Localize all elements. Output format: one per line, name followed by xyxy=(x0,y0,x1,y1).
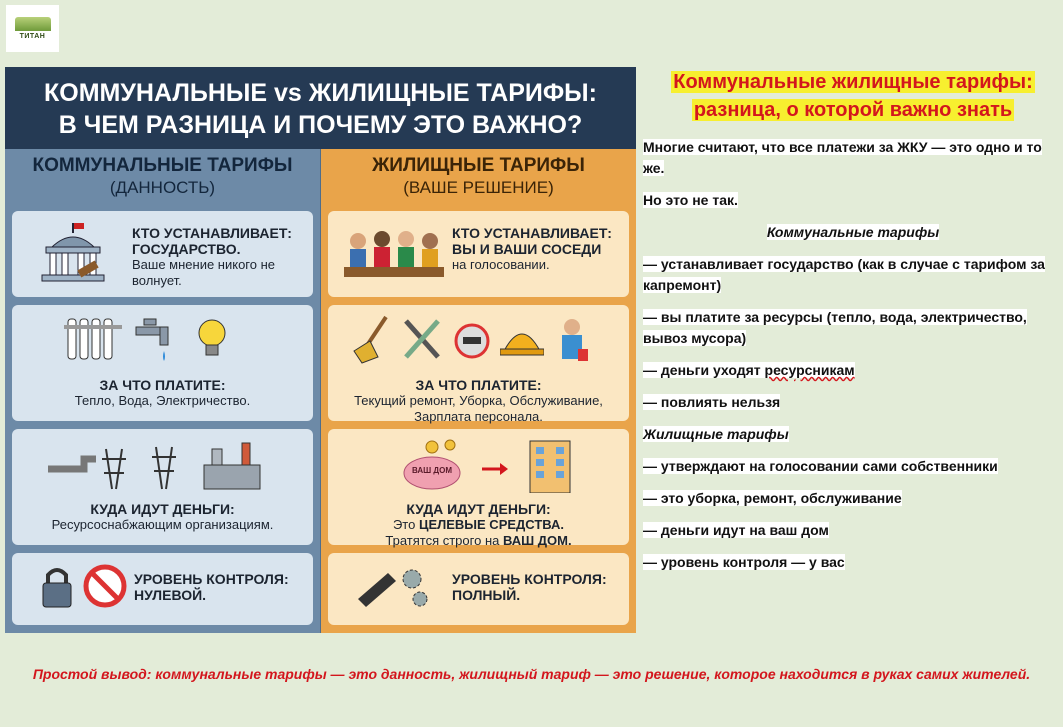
neighbors-meeting-icon xyxy=(344,221,444,287)
hard-hat-icon xyxy=(500,313,544,365)
cleaner-icon xyxy=(552,313,592,365)
conclusion-text: Простой вывод: коммунальные тарифы — это данность, жилищный тариф — это решение, которое находится в руках самих жителей. xyxy=(32,666,1031,682)
poster-title: КОММУНАЛЬНЫЕ vs ЖИЛИЩНЫЕ ТАРИФЫ: В ЧЕМ РАЗНИЦА И ПОЧЕМУ ЭТО ВАЖНО? xyxy=(5,67,636,149)
where-money-goes-card: ВАШ ДОМ КУДА ИДУТ ДЕНЬГИ: Это ЦЕЛЕВЫЕ СРЕДСТВА. Тратятся строго на ВАШ ДОМ. xyxy=(328,429,629,545)
control-level-card: УРОВЕНЬ КОНТРОЛЯ: НУЛЕВОЙ. xyxy=(12,553,313,625)
piggy-bank-icon: ВАШ ДОМ xyxy=(398,439,468,491)
radiator-icon xyxy=(64,313,124,365)
communal-tariffs-column xyxy=(5,149,320,633)
light-bulb-icon xyxy=(190,313,234,365)
article-panel xyxy=(643,68,1063,584)
arrow-right-icon xyxy=(480,439,510,491)
prohibited-hand-icon xyxy=(82,563,128,609)
control-level-card: УРОВЕНЬ КОНТРОЛЯ: ПОЛНЫЙ. xyxy=(328,553,629,625)
meter-icon xyxy=(452,313,492,365)
article-body: Многие считают, что все платежи за ЖКУ — это одно и то же. Но это не так. Коммунальные тарифы — устанавливает государство (как в случае с тарифом за капремонт) — вы платите за ресурсы (тепло, вода, электричество, вывоз мусора) — деньги уходят ресурсникам — повлиять нельзя Жилищные тарифы — утверждают на голосовании сами собственники — это уборка, ремонт, обслуживание — деньги идут на ваш дом — уровень контроля — у вас xyxy=(643,139,1045,570)
where-money-goes-card: КУДА ИДУТ ДЕНЬГИ: Ресурсоснабжающим организациям. xyxy=(12,429,313,545)
logo-text: ТИТАН xyxy=(19,33,46,40)
housing-tariffs-column xyxy=(321,149,636,633)
padlock-icon xyxy=(40,563,74,609)
infographic-poster xyxy=(5,67,636,633)
remote-control-gears-icon xyxy=(354,563,434,611)
building-icon xyxy=(15,17,51,31)
power-plant-icon xyxy=(44,439,284,491)
tools-icon xyxy=(400,313,444,365)
titan-logo xyxy=(6,5,59,52)
column-title: ЖИЛИЩНЫЕ ТАРИФЫ (ВАШЕ РЕШЕНИЕ) xyxy=(372,155,585,197)
what-you-pay-card: ЗА ЧТО ПЛАТИТЕ: Тепло, Вода, Электричество. xyxy=(12,305,313,421)
government-building-icon xyxy=(32,221,118,287)
who-sets-card: КТО УСТАНАВЛИВАЕТ: ВЫ И ВАШИ СОСЕДИ на голосовании. xyxy=(328,211,629,297)
what-you-pay-card: ЗА ЧТО ПЛАТИТЕ: Текущий ремонт, Уборка, Обслуживание, Зарплата персонала. xyxy=(328,305,629,421)
who-sets-card: КТО УСТАНАВЛИВАЕТ: ГОСУДАРСТВО. Ваше мнение никого не волнует. xyxy=(12,211,313,297)
apartment-building-icon xyxy=(522,437,578,493)
article-title: Коммунальные жилищные тарифы: разница, о которой важно знать xyxy=(673,71,1033,121)
water-tap-icon xyxy=(132,313,182,365)
broom-icon xyxy=(352,313,392,365)
column-title: КОММУНАЛЬНЫЕ ТАРИФЫ (ДАННОСТЬ) xyxy=(32,155,293,197)
